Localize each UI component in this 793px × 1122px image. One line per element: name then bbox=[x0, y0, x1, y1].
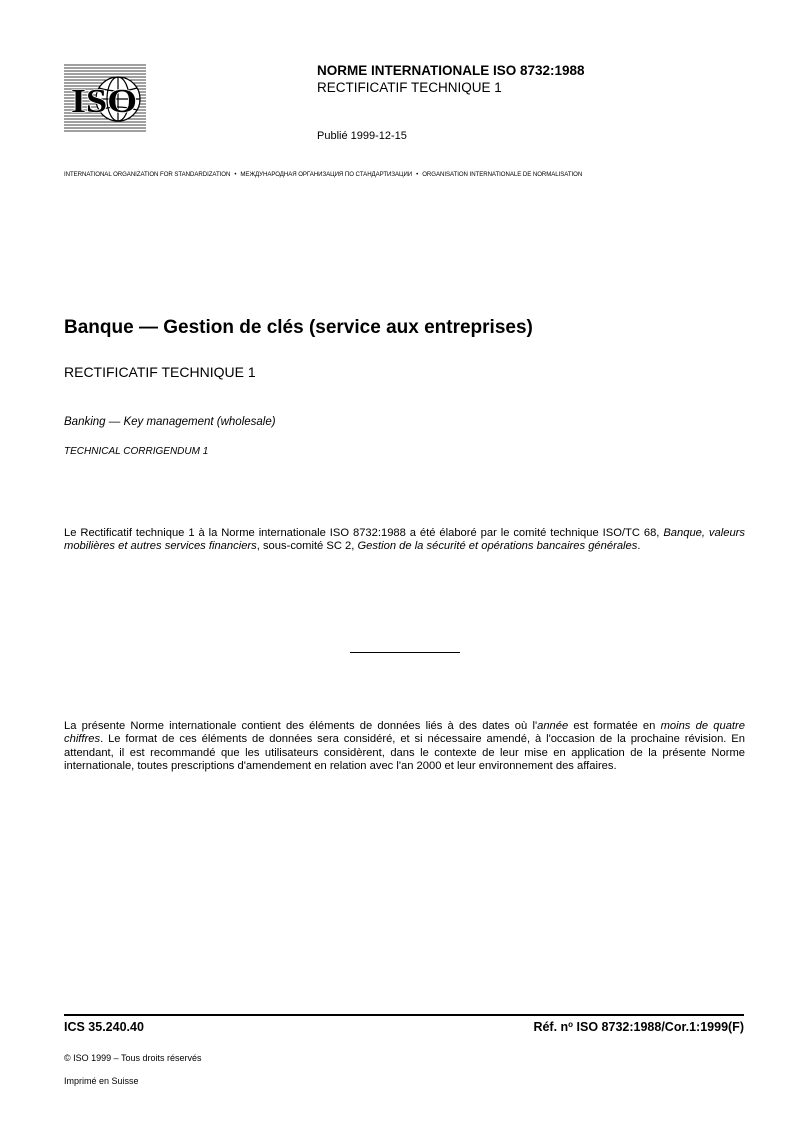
reference-number: Réf. $n^o$ ISO 8732:1988/Cor.1:1999(F) bbox=[533, 1020, 744, 1034]
section-divider bbox=[350, 652, 460, 653]
org-name-english: INTERNATIONAL ORGANIZATION FOR STANDARDIZATION bbox=[64, 171, 231, 178]
publication-date: Publié 1999-12-15 bbox=[317, 130, 407, 142]
printed-in: Imprimé en Suisse bbox=[64, 1076, 139, 1086]
bullet-separator: • bbox=[234, 171, 237, 178]
org-name-french: ORGANISATION INTERNATIONALE DE NORMALISATION bbox=[422, 171, 583, 178]
org-name-russian: МЕЖДУНАРОДНАЯ ОРГАНИЗАЦИЯ ПО СТАНДАРТИЗАЦИИ bbox=[240, 171, 413, 178]
copyright-notice: © ISO 1999 – Tous droits réservés bbox=[64, 1053, 202, 1063]
document-subtitle: RECTIFICATIF TECHNIQUE 1 bbox=[64, 364, 256, 380]
english-subtitle: TECHNICAL CORRIGENDUM 1 bbox=[64, 446, 209, 457]
preparation-paragraph: Le Rectificatif technique 1 à la Norme internationale ISO 8732:1988 a été élaboré par le comité technique ISO/TC 68, Banque, valeurs mobilières et autres services financiers, sous-comité SC 2, Gestion de la sécurité et opérations bancaires générales. bbox=[64, 527, 745, 553]
standard-title: NORME INTERNATIONALE ISO 8732:1988 bbox=[317, 63, 585, 78]
logo-text: ISO bbox=[71, 83, 137, 120]
ics-code: ICS 35.240.40 bbox=[64, 1020, 144, 1034]
english-title: Banking — Key management (wholesale) bbox=[64, 416, 276, 428]
bullet-separator: • bbox=[416, 171, 419, 178]
iso-logo bbox=[64, 64, 146, 134]
footer-rule bbox=[64, 1014, 744, 1016]
organization-banner bbox=[64, 170, 744, 179]
year-2000-paragraph: La présente Norme internationale contient des éléments de données liés à des dates où l'année est formatée en moins de quatre chiffres. Le format de ces éléments de données sera considéré, et si nécessaire amendé, à l'occasion de la prochaine révision. En attendant, il est recommandé que les utilisateurs considèrent, dans le contexte de leur mise en application de la présente Norme internationale, toutes prescriptions d'amendement en relation avec l'an 2000 et leur environnement des affaires. bbox=[64, 720, 745, 773]
standard-subtitle: RECTIFICATIF TECHNIQUE 1 bbox=[317, 80, 502, 95]
document-title: Banque — Gestion de clés (service aux entreprises) bbox=[64, 317, 533, 338]
